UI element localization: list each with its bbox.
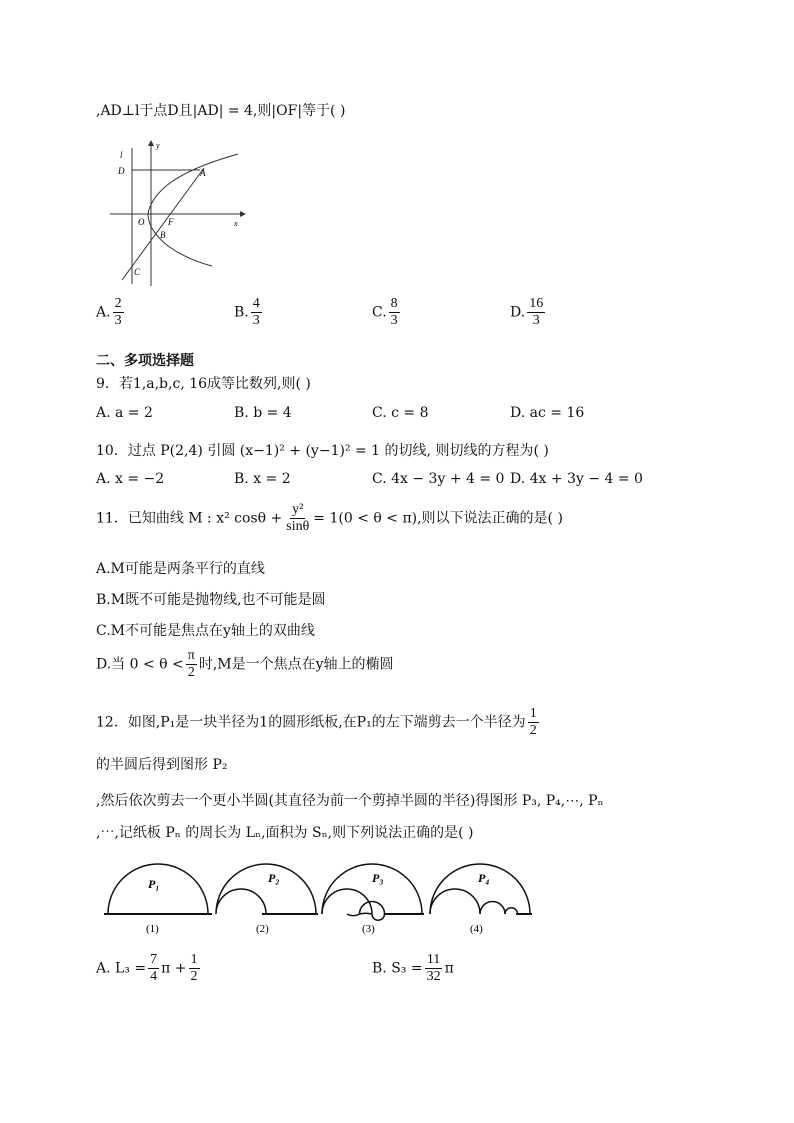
q11-option-b: B.M既不可能是抛物线,也不可能是圆 [96, 592, 326, 608]
q12-figures [100, 858, 540, 938]
fig-caption-4: (4) [470, 923, 483, 935]
q10-stem: 10．过点 P(2,4) 引圆 (x−1)² + (y−1)² = 1 的切线, 则切线的方程为( ) [96, 443, 549, 459]
q11-option-d: D.当 0 < θ < $\frac{\pi}{2}$ 时,M是一个焦点在y轴上的椭圆 [96, 648, 394, 680]
fig-label-p2: P₂ [268, 871, 280, 885]
fig8-label-D: D [118, 166, 125, 176]
q8-option-a: A. $\frac{2}{3}$ [96, 296, 122, 328]
q8-option-b: B. $\frac{4}{3}$ [234, 296, 260, 328]
q8-stem-tail: ,AD⊥l于点D且|AD| = 4,则|OF|等于( ) [96, 103, 346, 119]
q10-option-c: C. 4x − 3y + 4 = 0 [372, 471, 505, 487]
q12-line2: 的半圆后得到图形 P₂ [96, 757, 228, 773]
section-title: 二、多项选择题 [96, 353, 194, 369]
fig-caption-3: (3) [362, 923, 375, 935]
fig8-label-l: l [120, 150, 123, 160]
fig-caption-2: (2) [256, 923, 269, 935]
fig8-label-F: F [168, 217, 174, 227]
q8-option-c: C. $\frac{8}{3}$ [372, 296, 398, 328]
q10-option-b: B. x = 2 [234, 471, 291, 487]
q12-option-b: B. S₃ = $\frac{11}{32}$ π [372, 952, 454, 984]
q10-option-d: D. 4x + 3y − 4 = 0 [510, 471, 643, 487]
q11-stem: 11．已知曲线 M : x² cosθ + $\frac{\text{y²}}{\sin\theta}$ = 1(0 < θ < π),则以下说法正确的是( ) [96, 502, 563, 534]
q11-option-c: C.M不可能是焦点在y轴上的双曲线 [96, 623, 315, 639]
fig8-label-y: y [156, 141, 160, 150]
q12-line4: ,⋯,记纸板 Pₙ 的周长为 Lₙ,面积为 Sₙ,则下列说法正确的是( ) [96, 825, 474, 841]
fig-label-p1: P₁ [148, 877, 160, 891]
q12-line1: 12．如图,P₁是一块半径为1的圆形纸板,在P₁的左下端剪去一个半径为 $\frac{1}{2}$ [96, 706, 537, 738]
q11-option-a: A.M可能是两条平行的直线 [96, 561, 265, 577]
fig8-label-O: O [138, 217, 145, 227]
fig8-label-B: B [160, 230, 166, 240]
q12-option-a: A. L₃ = $\frac{7}{4}$ π + $\frac{1}{2}$ [96, 952, 198, 984]
q12-line3: ,然后依次剪去一个更小半圆(其直径为前一个剪掉半圆的半径)得图形 P₃, P₄,⋯, Pₙ [96, 793, 604, 809]
q9-option-d: D. ac = 16 [510, 405, 585, 421]
fig8-label-C: C [134, 267, 141, 277]
fig-label-p3: P₃ [372, 871, 384, 885]
q8-figure [108, 138, 248, 288]
fig8-label-x: x [234, 219, 238, 228]
q9-option-c: C. c = 8 [372, 405, 429, 421]
q9-stem: 9．若1,a,b,c, 16成等比数列,则( ) [96, 376, 311, 392]
q10-option-a: A. x = −2 [96, 471, 165, 487]
fig-p2-shape [216, 864, 316, 914]
fig-caption-1: (1) [146, 923, 159, 935]
q9-option-b: B. b = 4 [234, 405, 292, 421]
q8-option-d: D. $\frac{16}{3}$ [510, 296, 544, 328]
fig8-label-A: A [200, 168, 206, 178]
q9-option-a: A. a = 2 [96, 405, 153, 421]
fig-label-p4: P₄ [478, 871, 490, 885]
